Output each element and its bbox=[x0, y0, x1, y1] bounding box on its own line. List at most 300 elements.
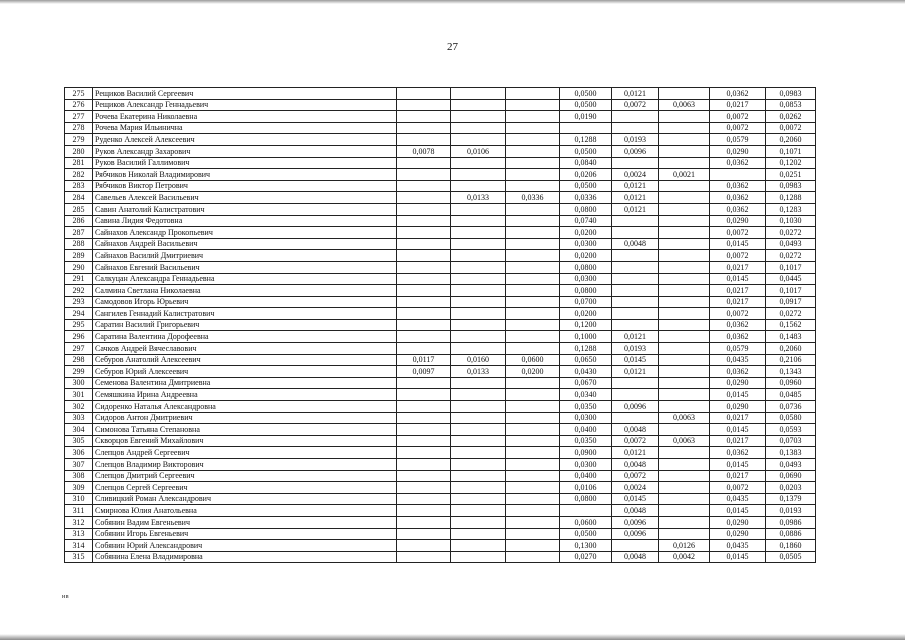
row-number-cell: 305 bbox=[65, 435, 93, 447]
row-number-cell: 292 bbox=[65, 285, 93, 297]
row-number-cell: 285 bbox=[65, 203, 93, 215]
person-name-cell: Рябчиков Виктор Петрович bbox=[93, 180, 397, 192]
share-value-cell: 0,0290 bbox=[710, 215, 766, 227]
share-value-cell bbox=[397, 412, 451, 424]
share-value-cell bbox=[506, 134, 560, 146]
person-name-cell: Собянин Игорь Евгеньевич bbox=[93, 528, 397, 540]
share-value-cell: 0,2060 bbox=[766, 134, 816, 146]
share-value-cell bbox=[451, 389, 506, 401]
share-value-cell bbox=[506, 180, 560, 192]
table-row bbox=[65, 331, 816, 343]
share-value-cell bbox=[506, 145, 560, 157]
share-value-cell bbox=[451, 261, 506, 273]
share-value-cell: 0,0300 bbox=[560, 459, 612, 471]
person-name-cell: Савин Анатолий Калистратович bbox=[93, 203, 397, 215]
share-value-cell: 0,0133 bbox=[451, 192, 506, 204]
share-value-cell bbox=[506, 412, 560, 424]
row-number-cell: 291 bbox=[65, 273, 93, 285]
share-value-cell: 0,0262 bbox=[766, 111, 816, 123]
share-value-cell bbox=[397, 516, 451, 528]
share-value-cell: 0,1071 bbox=[766, 145, 816, 157]
person-name-cell: Собянина Елена Владимировна bbox=[93, 551, 397, 563]
row-number-cell: 297 bbox=[65, 343, 93, 355]
share-value-cell bbox=[612, 273, 659, 285]
row-number-cell: 281 bbox=[65, 157, 93, 169]
share-value-cell: 0,0200 bbox=[560, 227, 612, 239]
share-value-cell bbox=[397, 227, 451, 239]
row-number-cell: 286 bbox=[65, 215, 93, 227]
share-value-cell bbox=[506, 308, 560, 320]
row-number-cell: 278 bbox=[65, 122, 93, 134]
person-name-cell: Сачков Андрей Вячеславович bbox=[93, 343, 397, 355]
share-value-cell: 0,0072 bbox=[612, 470, 659, 482]
person-name-cell: Салкуцан Александра Геннадьевна bbox=[93, 273, 397, 285]
row-number-cell: 314 bbox=[65, 540, 93, 552]
person-name-cell: Сайнахов Александр Прокопьевич bbox=[93, 227, 397, 239]
person-name-cell: Семенова Валентина Дмитриевна bbox=[93, 377, 397, 389]
share-value-cell bbox=[612, 377, 659, 389]
person-name-cell: Слепцов Сергей Сергеевич bbox=[93, 482, 397, 494]
table-row bbox=[65, 319, 816, 331]
share-value-cell bbox=[506, 505, 560, 517]
share-value-cell: 0,0290 bbox=[710, 145, 766, 157]
person-name-cell: Рещиков Василий Сергеевич bbox=[93, 88, 397, 100]
share-value-cell bbox=[659, 192, 710, 204]
table-row bbox=[65, 169, 816, 181]
row-number-cell: 311 bbox=[65, 505, 93, 517]
share-value-cell: 0,0048 bbox=[612, 505, 659, 517]
share-value-cell: 0,0435 bbox=[710, 493, 766, 505]
share-value-cell: 0,0650 bbox=[560, 354, 612, 366]
share-value-cell bbox=[612, 319, 659, 331]
share-value-cell: 0,0800 bbox=[560, 285, 612, 297]
share-value-cell: 0,0217 bbox=[710, 412, 766, 424]
share-value-cell: 0,0983 bbox=[766, 88, 816, 100]
share-value-cell: 0,0600 bbox=[560, 516, 612, 528]
share-value-cell bbox=[612, 296, 659, 308]
share-value-cell bbox=[659, 122, 710, 134]
share-value-cell bbox=[659, 366, 710, 378]
share-value-cell: 0,0593 bbox=[766, 424, 816, 436]
share-value-cell bbox=[659, 88, 710, 100]
row-number-cell: 307 bbox=[65, 459, 93, 471]
share-value-cell bbox=[397, 308, 451, 320]
share-value-cell bbox=[451, 401, 506, 413]
share-value-cell bbox=[506, 99, 560, 111]
table-row bbox=[65, 528, 816, 540]
share-value-cell: 0,0300 bbox=[560, 412, 612, 424]
share-value-cell bbox=[397, 122, 451, 134]
person-name-cell: Сайнахов Евгений Васильевич bbox=[93, 261, 397, 273]
share-value-cell bbox=[451, 528, 506, 540]
share-value-cell: 0,0048 bbox=[612, 424, 659, 436]
share-value-cell bbox=[397, 180, 451, 192]
row-number-cell: 310 bbox=[65, 493, 93, 505]
share-value-cell bbox=[397, 424, 451, 436]
row-number-cell: 294 bbox=[65, 308, 93, 320]
share-value-cell: 0,0445 bbox=[766, 273, 816, 285]
share-value-cell: 0,0217 bbox=[710, 296, 766, 308]
table-row bbox=[65, 238, 816, 250]
share-value-cell: 0,0740 bbox=[560, 215, 612, 227]
share-value-cell bbox=[397, 169, 451, 181]
share-value-cell: 0,0800 bbox=[560, 493, 612, 505]
share-value-cell: 0,0853 bbox=[766, 99, 816, 111]
share-value-cell bbox=[506, 401, 560, 413]
share-value-cell bbox=[397, 401, 451, 413]
share-value-cell bbox=[506, 435, 560, 447]
share-value-cell bbox=[397, 285, 451, 297]
share-value-cell bbox=[659, 470, 710, 482]
share-value-cell bbox=[397, 250, 451, 262]
person-name-cell: Собянин Юрий Александрович bbox=[93, 540, 397, 552]
share-value-cell: 0,0336 bbox=[506, 192, 560, 204]
share-value-cell: 0,0096 bbox=[612, 516, 659, 528]
share-value-cell: 0,0700 bbox=[560, 296, 612, 308]
share-value-cell bbox=[506, 203, 560, 215]
share-value-cell: 0,0800 bbox=[560, 261, 612, 273]
share-value-cell bbox=[397, 343, 451, 355]
share-value-cell bbox=[612, 285, 659, 297]
share-value-cell: 0,0145 bbox=[710, 424, 766, 436]
share-value-cell: 0,0121 bbox=[612, 192, 659, 204]
row-number-cell: 287 bbox=[65, 227, 93, 239]
person-name-cell: Сливицкий Роман Александрович bbox=[93, 493, 397, 505]
share-value-cell bbox=[659, 401, 710, 413]
share-value-cell bbox=[397, 319, 451, 331]
share-value-cell bbox=[659, 424, 710, 436]
share-value-cell bbox=[659, 285, 710, 297]
table-row bbox=[65, 551, 816, 563]
row-number-cell: 296 bbox=[65, 331, 93, 343]
share-value-cell: 0,0048 bbox=[612, 551, 659, 563]
person-name-cell: Рябчиков Николай Владимирович bbox=[93, 169, 397, 181]
share-value-cell bbox=[659, 203, 710, 215]
person-name-cell: Слепцов Андрей Сергеевич bbox=[93, 447, 397, 459]
share-value-cell: 0,0493 bbox=[766, 459, 816, 471]
share-value-cell: 0,0840 bbox=[560, 157, 612, 169]
share-value-cell bbox=[397, 134, 451, 146]
share-value-cell: 0,0193 bbox=[766, 505, 816, 517]
share-value-cell bbox=[612, 308, 659, 320]
share-value-cell bbox=[612, 122, 659, 134]
share-value-cell: 0,0362 bbox=[710, 180, 766, 192]
share-value-cell bbox=[397, 203, 451, 215]
row-number-cell: 293 bbox=[65, 296, 93, 308]
table-row bbox=[65, 261, 816, 273]
share-value-cell: 0,0400 bbox=[560, 470, 612, 482]
share-value-cell: 0,0072 bbox=[766, 122, 816, 134]
share-value-cell: 0,0145 bbox=[710, 459, 766, 471]
share-value-cell: 0,0300 bbox=[560, 273, 612, 285]
share-value-cell bbox=[659, 447, 710, 459]
share-value-cell bbox=[506, 296, 560, 308]
share-value-cell: 0,0290 bbox=[710, 516, 766, 528]
share-value-cell: 0,0340 bbox=[560, 389, 612, 401]
share-value-cell: 0,0362 bbox=[710, 88, 766, 100]
share-value-cell bbox=[659, 528, 710, 540]
share-value-cell: 0,0500 bbox=[560, 99, 612, 111]
share-value-cell: 0,0193 bbox=[612, 134, 659, 146]
share-value-cell: 0,0200 bbox=[560, 308, 612, 320]
share-value-cell bbox=[397, 470, 451, 482]
share-value-cell: 0,0072 bbox=[710, 482, 766, 494]
share-value-cell: 0,0251 bbox=[766, 169, 816, 181]
table-row bbox=[65, 203, 816, 215]
row-number-cell: 298 bbox=[65, 354, 93, 366]
share-value-cell: 0,0362 bbox=[710, 157, 766, 169]
share-value-cell bbox=[451, 250, 506, 262]
share-value-cell: 0,0500 bbox=[560, 88, 612, 100]
share-value-cell bbox=[451, 482, 506, 494]
share-value-cell bbox=[397, 482, 451, 494]
share-value-cell: 0,0190 bbox=[560, 111, 612, 123]
share-value-cell: 0,0580 bbox=[766, 412, 816, 424]
share-value-cell: 0,1030 bbox=[766, 215, 816, 227]
share-value-cell bbox=[612, 227, 659, 239]
share-value-cell: 0,0500 bbox=[560, 180, 612, 192]
person-name-cell: Сангилев Геннадий Калистратович bbox=[93, 308, 397, 320]
share-value-cell bbox=[659, 505, 710, 517]
share-value-cell bbox=[451, 238, 506, 250]
share-value-cell bbox=[506, 319, 560, 331]
share-value-cell bbox=[506, 551, 560, 563]
share-value-cell: 0,0063 bbox=[659, 412, 710, 424]
row-number-cell: 279 bbox=[65, 134, 93, 146]
person-name-cell: Собянин Вадим Евгеньевич bbox=[93, 516, 397, 528]
person-name-cell: Себуров Юрий Алексеевич bbox=[93, 366, 397, 378]
share-value-cell bbox=[397, 377, 451, 389]
share-value-cell: 0,0145 bbox=[710, 389, 766, 401]
share-value-cell: 0,0362 bbox=[710, 203, 766, 215]
share-value-cell bbox=[659, 238, 710, 250]
share-value-cell: 0,0736 bbox=[766, 401, 816, 413]
share-value-cell: 0,0336 bbox=[560, 192, 612, 204]
share-value-cell bbox=[506, 227, 560, 239]
person-name-cell: Рочева Екатерина Николаевна bbox=[93, 111, 397, 123]
share-value-cell: 0,0072 bbox=[710, 308, 766, 320]
share-value-cell bbox=[506, 157, 560, 169]
share-value-cell: 0,1017 bbox=[766, 285, 816, 297]
share-value-cell bbox=[451, 377, 506, 389]
share-value-cell bbox=[397, 435, 451, 447]
person-name-cell: Руденко Алексей Алексеевич bbox=[93, 134, 397, 146]
table-row bbox=[65, 389, 816, 401]
share-value-cell bbox=[506, 331, 560, 343]
share-value-cell bbox=[397, 192, 451, 204]
share-value-cell: 0,1860 bbox=[766, 540, 816, 552]
share-value-cell: 0,0145 bbox=[710, 505, 766, 517]
share-value-cell bbox=[451, 122, 506, 134]
table-row bbox=[65, 401, 816, 413]
share-value-cell: 0,0200 bbox=[506, 366, 560, 378]
row-number-cell: 309 bbox=[65, 482, 93, 494]
share-value-cell bbox=[506, 122, 560, 134]
share-value-cell bbox=[659, 343, 710, 355]
person-name-cell: Скворцов Евгений Михайлович bbox=[93, 435, 397, 447]
person-name-cell: Симонова Татьяна Степановна bbox=[93, 424, 397, 436]
share-value-cell: 0,0362 bbox=[710, 366, 766, 378]
share-value-cell bbox=[612, 540, 659, 552]
share-value-cell bbox=[659, 227, 710, 239]
share-value-cell bbox=[451, 424, 506, 436]
share-value-cell: 0,0121 bbox=[612, 88, 659, 100]
share-value-cell: 0,0217 bbox=[710, 470, 766, 482]
table-row bbox=[65, 435, 816, 447]
share-value-cell: 0,1379 bbox=[766, 493, 816, 505]
share-value-cell bbox=[451, 470, 506, 482]
share-value-cell bbox=[612, 389, 659, 401]
table-row bbox=[65, 343, 816, 355]
share-value-cell bbox=[659, 516, 710, 528]
share-value-cell bbox=[397, 551, 451, 563]
share-value-cell: 0,0021 bbox=[659, 169, 710, 181]
share-value-cell bbox=[451, 308, 506, 320]
table-row bbox=[65, 482, 816, 494]
person-name-cell: Сайнахов Андрей Васильевич bbox=[93, 238, 397, 250]
share-value-cell bbox=[506, 111, 560, 123]
share-value-cell bbox=[451, 435, 506, 447]
share-value-cell: 0,1017 bbox=[766, 261, 816, 273]
share-value-cell: 0,0500 bbox=[560, 145, 612, 157]
share-value-cell bbox=[451, 111, 506, 123]
share-value-cell: 0,2106 bbox=[766, 354, 816, 366]
person-name-cell: Сидоренко Наталья Александровна bbox=[93, 401, 397, 413]
share-value-cell bbox=[710, 169, 766, 181]
row-number-cell: 312 bbox=[65, 516, 93, 528]
share-value-cell: 0,0145 bbox=[710, 273, 766, 285]
share-value-cell bbox=[612, 261, 659, 273]
share-value-cell bbox=[451, 540, 506, 552]
share-value-cell bbox=[397, 273, 451, 285]
share-value-cell: 0,0145 bbox=[710, 238, 766, 250]
share-value-cell: 0,0160 bbox=[451, 354, 506, 366]
person-name-cell: Слепцов Владимир Викторович bbox=[93, 459, 397, 471]
table-row bbox=[65, 366, 816, 378]
share-value-cell bbox=[506, 447, 560, 459]
share-value-cell bbox=[397, 459, 451, 471]
share-value-cell bbox=[659, 493, 710, 505]
share-value-cell: 0,1383 bbox=[766, 447, 816, 459]
share-value-cell: 0,0579 bbox=[710, 343, 766, 355]
share-value-cell: 0,1343 bbox=[766, 366, 816, 378]
share-value-cell: 0,0096 bbox=[612, 401, 659, 413]
table-row bbox=[65, 308, 816, 320]
share-value-cell bbox=[506, 273, 560, 285]
share-value-cell bbox=[612, 157, 659, 169]
share-value-cell bbox=[659, 331, 710, 343]
share-value-cell bbox=[659, 354, 710, 366]
share-value-cell bbox=[451, 169, 506, 181]
share-value-cell: 0,0217 bbox=[710, 261, 766, 273]
share-value-cell: 0,0290 bbox=[710, 401, 766, 413]
table-row bbox=[65, 111, 816, 123]
share-value-cell: 0,0145 bbox=[612, 354, 659, 366]
share-value-cell: 0,1283 bbox=[766, 203, 816, 215]
share-value-cell: 0,0917 bbox=[766, 296, 816, 308]
share-value-cell: 0,0600 bbox=[506, 354, 560, 366]
share-value-cell bbox=[659, 111, 710, 123]
share-value-cell: 0,0145 bbox=[612, 493, 659, 505]
share-value-cell bbox=[506, 482, 560, 494]
share-value-cell: 0,0121 bbox=[612, 447, 659, 459]
row-number-cell: 299 bbox=[65, 366, 93, 378]
share-value-cell: 0,0579 bbox=[710, 134, 766, 146]
share-value-cell: 0,0097 bbox=[397, 366, 451, 378]
row-number-cell: 295 bbox=[65, 319, 93, 331]
share-value-cell: 0,0272 bbox=[766, 250, 816, 262]
row-number-cell: 302 bbox=[65, 401, 93, 413]
share-value-cell bbox=[397, 111, 451, 123]
share-value-cell bbox=[612, 412, 659, 424]
share-value-cell bbox=[451, 493, 506, 505]
share-value-cell bbox=[451, 180, 506, 192]
share-value-cell bbox=[397, 261, 451, 273]
share-value-cell bbox=[451, 459, 506, 471]
table-row bbox=[65, 88, 816, 100]
share-value-cell: 0,1000 bbox=[560, 331, 612, 343]
share-value-cell bbox=[612, 250, 659, 262]
share-value-cell: 0,0435 bbox=[710, 354, 766, 366]
share-value-cell: 0,0048 bbox=[612, 238, 659, 250]
table-row bbox=[65, 412, 816, 424]
share-value-cell: 0,0986 bbox=[766, 516, 816, 528]
share-value-cell: 0,0193 bbox=[612, 343, 659, 355]
share-value-cell bbox=[397, 157, 451, 169]
share-value-cell bbox=[506, 516, 560, 528]
share-value-cell: 0,0106 bbox=[560, 482, 612, 494]
person-name-cell: Себуров Анатолий Алексеевич bbox=[93, 354, 397, 366]
table-row bbox=[65, 516, 816, 528]
row-number-cell: 283 bbox=[65, 180, 93, 192]
share-value-cell: 0,0272 bbox=[766, 308, 816, 320]
share-value-cell: 0,0350 bbox=[560, 401, 612, 413]
share-value-cell bbox=[397, 296, 451, 308]
person-name-cell: Смирнова Юлия Анатольевна bbox=[93, 505, 397, 517]
share-value-cell: 0,0300 bbox=[560, 238, 612, 250]
person-name-cell: Семяшкина Ирина Андреевна bbox=[93, 389, 397, 401]
share-value-cell: 0,0121 bbox=[612, 203, 659, 215]
share-value-cell: 0,1300 bbox=[560, 540, 612, 552]
row-number-cell: 288 bbox=[65, 238, 93, 250]
table-row bbox=[65, 215, 816, 227]
person-name-cell: Самодовов Игорь Юрьевич bbox=[93, 296, 397, 308]
share-value-cell: 0,0800 bbox=[560, 203, 612, 215]
table-row bbox=[65, 134, 816, 146]
share-value-cell bbox=[506, 250, 560, 262]
share-value-cell: 0,0072 bbox=[710, 250, 766, 262]
person-name-cell: Савельев Алексей Васильевич bbox=[93, 192, 397, 204]
share-value-cell bbox=[451, 285, 506, 297]
row-number-cell: 277 bbox=[65, 111, 93, 123]
share-value-cell: 0,0217 bbox=[710, 99, 766, 111]
share-value-cell: 0,0126 bbox=[659, 540, 710, 552]
share-value-cell bbox=[659, 215, 710, 227]
share-value-cell: 0,0290 bbox=[710, 377, 766, 389]
table-row bbox=[65, 285, 816, 297]
share-value-cell bbox=[659, 308, 710, 320]
share-value-cell: 0,1288 bbox=[560, 343, 612, 355]
share-value-cell bbox=[659, 134, 710, 146]
share-value-cell: 0,0430 bbox=[560, 366, 612, 378]
share-value-cell bbox=[451, 134, 506, 146]
table-row bbox=[65, 157, 816, 169]
table-row bbox=[65, 540, 816, 552]
share-value-cell: 0,1562 bbox=[766, 319, 816, 331]
share-value-cell bbox=[659, 261, 710, 273]
table-body bbox=[65, 88, 816, 563]
share-value-cell bbox=[397, 505, 451, 517]
